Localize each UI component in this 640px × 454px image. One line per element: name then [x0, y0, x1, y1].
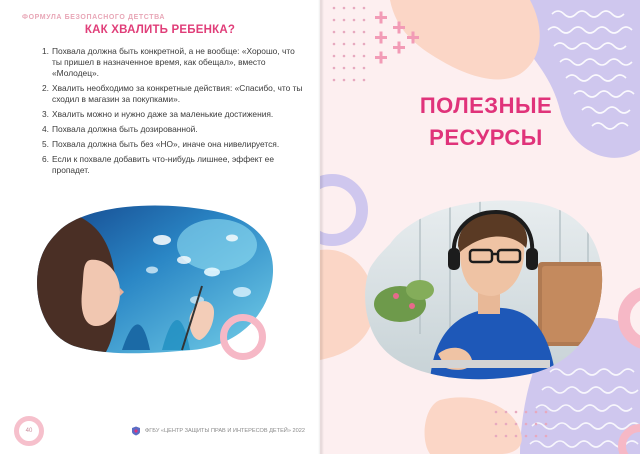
footer: [131, 426, 305, 436]
page-number: 40: [25, 428, 33, 434]
list-item-text: Похвала должна быть дозированной.: [52, 124, 198, 134]
list-item-text: Похвала должна быть без «НО», иначе она нивелируется.: [52, 139, 280, 149]
list-item-number: 3.: [42, 109, 49, 119]
section-title-line1: ПОЛЕЗНЫЕ: [419, 93, 553, 118]
list-item: [42, 46, 304, 79]
list-item: [42, 124, 304, 135]
list-item-number: 2.: [42, 83, 49, 93]
section-title: [406, 90, 566, 154]
list-item-number: 6.: [42, 154, 49, 164]
list-item-text: Если к похвале добавить что-нибудь лишнее, эффект ее пропадет.: [52, 154, 274, 175]
list-item-text: Хвалить необходимо за конкретные действия: «Спасибо, что ты сходил в магазин за покупками».: [52, 83, 303, 104]
boy-with-headphones-photo: [360, 194, 606, 380]
footer-text: ФГБУ «ЦЕНТР ЗАЩИТЫ ПРАВ И ИНТЕРЕСОВ ДЕТЕЙ» 2022: [145, 428, 305, 434]
section-title-line2: РЕСУРСЫ: [429, 125, 543, 150]
right-page: [320, 0, 640, 454]
list-item-number: 1.: [42, 46, 49, 56]
list-item-number: 4.: [42, 124, 49, 134]
decorative-ring: [220, 314, 266, 360]
praise-tips-list: [42, 46, 304, 180]
page-gutter: [318, 0, 324, 454]
center-logo-icon: [131, 426, 141, 436]
list-item-text: Хвалить можно и нужно даже за маленькие достижения.: [52, 109, 274, 119]
page-number-badge: [14, 416, 44, 446]
page-title: КАК ХВАЛИТЬ РЕБЕНКА?: [84, 24, 236, 36]
list-item: [42, 154, 304, 176]
list-item-number: 5.: [42, 139, 49, 149]
list-item: [42, 83, 304, 105]
list-item-text: Похвала должна быть конкретной, а не вообще: «Хорошо, что ты пришел в назначенное время, как обещал», вместо «Молодец».: [52, 46, 295, 78]
list-item: [42, 139, 304, 150]
series-header: ФОРМУЛА БЕЗОПАСНОГО ДЕТСТВА: [22, 14, 166, 21]
list-item: [42, 109, 304, 120]
